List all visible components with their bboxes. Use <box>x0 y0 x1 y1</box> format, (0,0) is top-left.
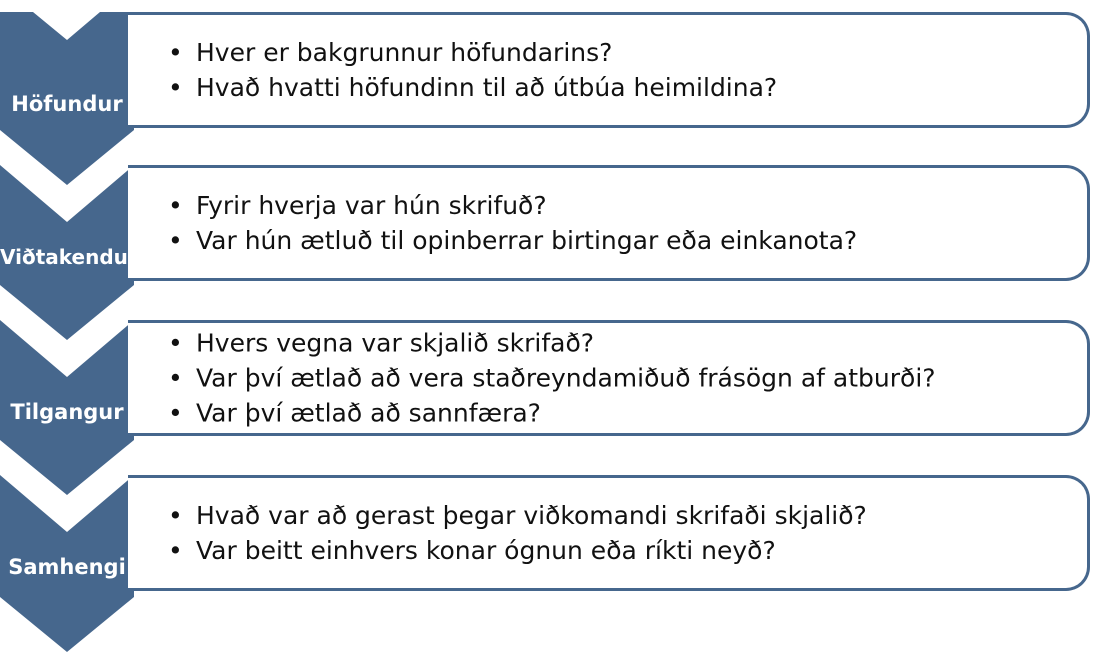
step-label-tilgangur: Tilgangur <box>10 400 124 424</box>
bullet-list <box>168 35 777 105</box>
bullet-item: • Var beitt einhvers konar ógnun eða ríkti neyð? <box>168 533 867 568</box>
bullet-item: • Hvers vegna var skjalið skrifað? <box>168 326 936 361</box>
bullet-item: • Var því ætlað að sannfæra? <box>168 396 936 431</box>
step-label-vidtakendur: Viðtakendur <box>0 245 138 269</box>
bullet-item: • Fyrir hverja var hún skrifuð? <box>168 188 857 223</box>
bullet-list <box>168 188 857 258</box>
step-label-samhengi: Samhengi <box>8 555 126 579</box>
bullet-item: • Var hún ætluð til opinberrar birtingar eða einkanota? <box>168 223 857 258</box>
bullet-item: • Hver er bakgrunnur höfundarins? <box>168 35 777 70</box>
bullet-item: • Var því ætlað að vera staðreyndamiðuð frásögn af atburði? <box>168 361 936 396</box>
bullet-item: • Hvað hvatti höfundinn til að útbúa heimildina? <box>168 70 777 105</box>
bullet-list <box>168 326 936 431</box>
step-box-tilgangur <box>128 320 1090 436</box>
step-box-samhengi <box>128 475 1090 591</box>
step-label-hofundur: Höfundur <box>11 92 123 116</box>
step-box-hofundur <box>128 12 1090 128</box>
bullet-list <box>168 498 867 568</box>
step-box-vidtakendur <box>128 165 1090 281</box>
bullet-item: • Hvað var að gerast þegar viðkomandi skrifaði skjalið? <box>168 498 867 533</box>
